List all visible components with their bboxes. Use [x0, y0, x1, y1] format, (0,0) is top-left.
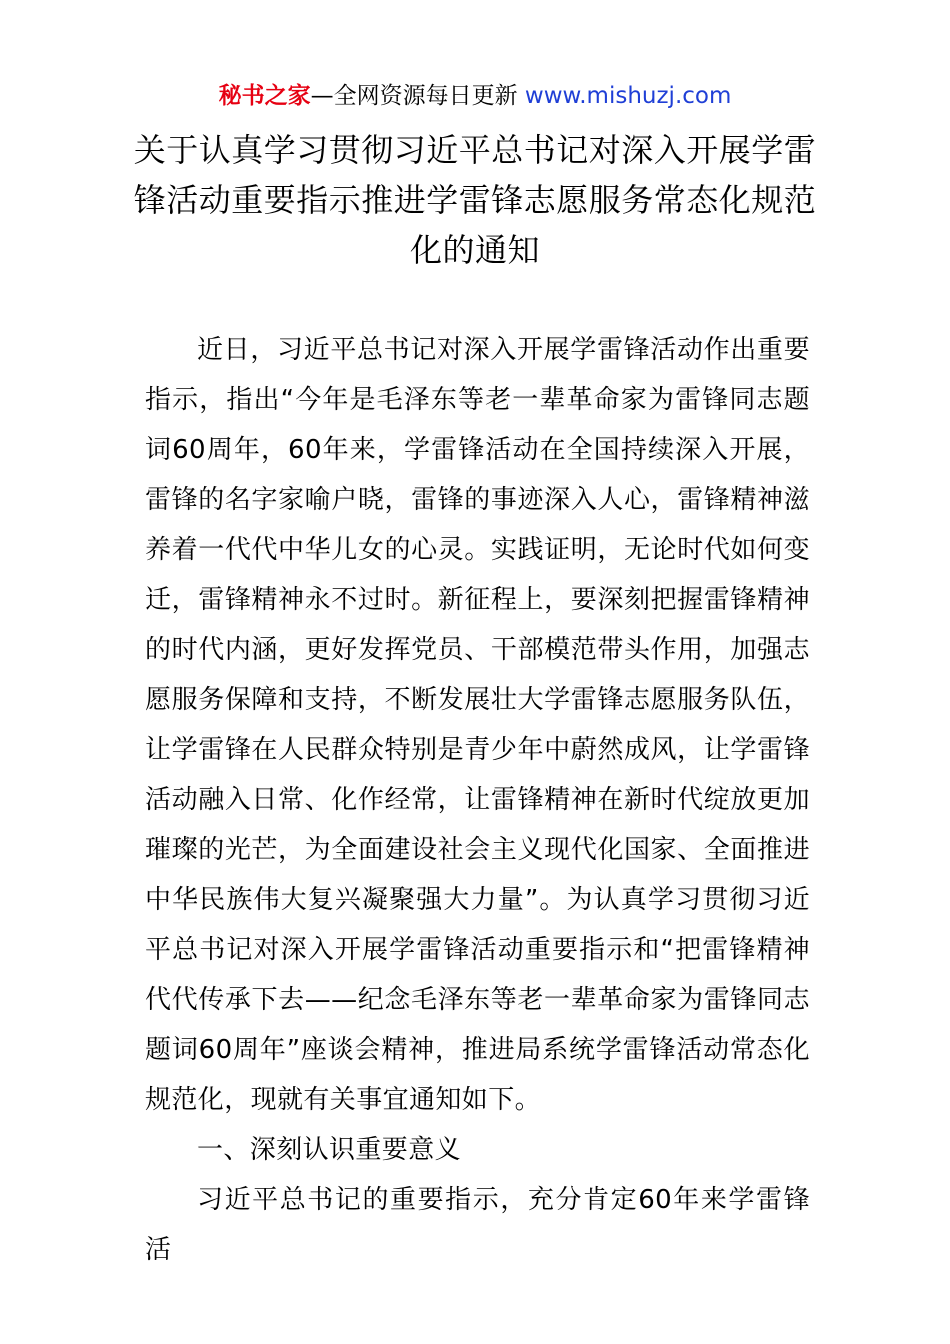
site-header [0, 80, 950, 112]
intro-paragraph: 近日，习近平总书记对深入开展学雷锋活动作出重要指示，指出“今年是毛泽东等老一辈革命家为雷锋同志题词60周年，60年来，学雷锋活动在全国持续深入开展，雷锋的名字家喻户晓，雷锋的事迹深入人心，雷锋精神滋养着一代代中华儿女的心灵。实践证明，无论时代如何变迁，雷锋精神永不过时。新征程上，要深刻把握雷锋精神的时代内涵，更好发挥党员、干部模范带头作用，加强志愿服务保障和支持，不断发展壮大学雷锋志愿服务队伍，让学雷锋在人民群众特别是青少年中蔚然成风，让学雷锋活动融入日常、化作经常，让雷锋精神在新时代绽放更加璀璨的光芒，为全面建设社会主义现代化国家、全面推进中华民族伟大复兴凝聚强大力量”。为认真学习贯彻习近平总书记对深入开展学雷锋活动重要指示和“把雷锋精神代代传承下去——纪念毛泽东等老一辈革命家为雷锋同志题词60周年”座谈会精神，推进局系统学雷锋活动常态化规范化，现就有关事宜通知如下。 [145, 335, 810, 1115]
site-url-link[interactable]: www.mishuzj.com [524, 83, 732, 109]
site-brand: 秘书之家 [218, 83, 311, 109]
section-paragraph-1: 习近平总书记的重要指示，充分肯定60年来学雷锋活 [145, 1185, 810, 1265]
document-title: 关于认真学习贯彻习近平总书记对深入开展学雷锋活动重要指示推进学雷锋志愿服务常态化规范化的通知 [133, 131, 817, 269]
site-tagline: —全网资源每日更新 [310, 83, 525, 109]
section-heading-1: 一、深刻认识重要意义 [197, 1135, 462, 1165]
document-body [145, 325, 810, 1275]
